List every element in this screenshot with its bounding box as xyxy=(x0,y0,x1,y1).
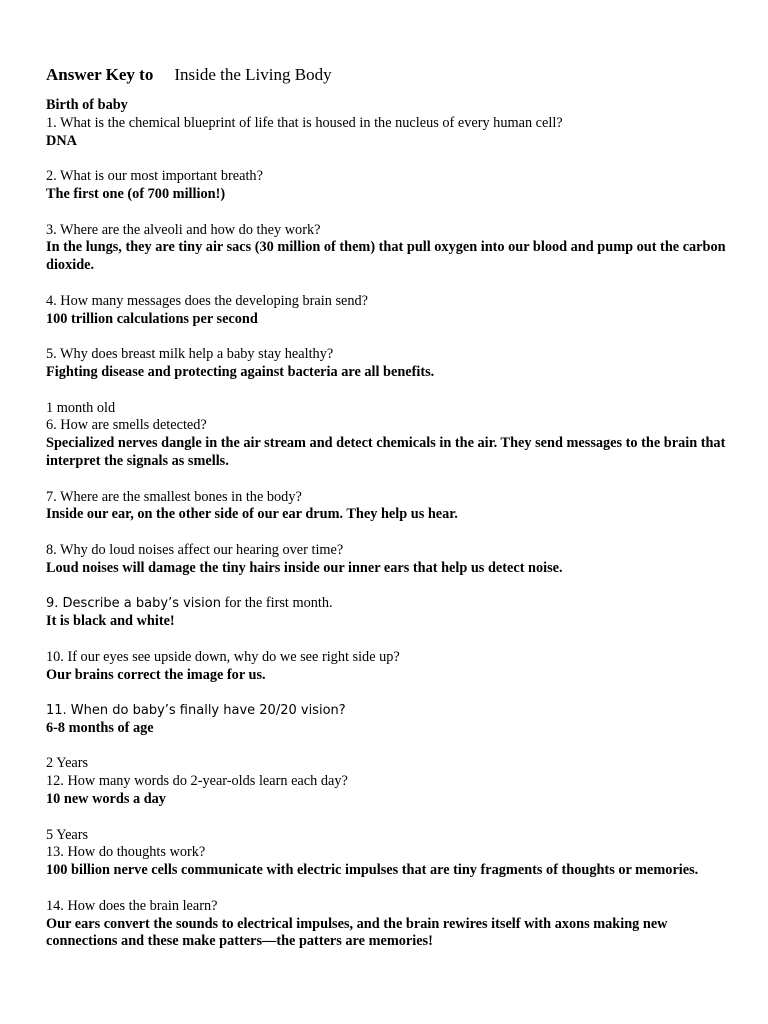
section-heading: Birth of baby xyxy=(46,97,128,113)
answer: 100 billion nerve cells communicate with electric impulses that are tiny fragments of thoughts or memories. xyxy=(46,862,699,879)
question xyxy=(46,595,726,613)
answer: 10 new words a day xyxy=(46,791,166,808)
section-1-month-old xyxy=(46,400,726,738)
qa-item xyxy=(46,702,726,738)
section-heading: 1 month old xyxy=(46,399,116,416)
qa-item xyxy=(46,844,726,880)
qa-item xyxy=(46,595,726,631)
answer: Fighting disease and protecting against bacteria are all benefits. xyxy=(46,363,435,380)
qa-item xyxy=(46,168,726,204)
section-5-years xyxy=(46,827,726,952)
answer: Inside our ear, on the other side of our ear drum. They help us hear. xyxy=(46,506,458,523)
answer: 100 trillion calculations per second xyxy=(46,310,258,327)
qa-item xyxy=(46,417,726,470)
answer: Loud noises will damage the tiny hairs inside our inner ears that help us detect noise. xyxy=(46,559,563,576)
answer: DNA xyxy=(46,132,77,149)
qa-item xyxy=(46,115,726,151)
question: 4. How many messages does the developing brain send? xyxy=(46,292,369,309)
answer-key-label: Answer Key to xyxy=(46,65,154,84)
answer: 6-8 months of age xyxy=(46,719,154,736)
question: 2. What is our most important breath? xyxy=(46,168,263,185)
answer: Our brains correct the image for us. xyxy=(46,666,266,683)
qa-item xyxy=(46,542,726,578)
qa-item xyxy=(46,222,726,275)
question: 13. How do thoughts work? xyxy=(46,844,206,861)
document-title: Inside the Living Body xyxy=(174,65,332,84)
qa-item xyxy=(46,293,726,329)
qa-item xyxy=(46,773,726,809)
answer: In the lungs, they are tiny air sacs (30 million of them) that pull oxygen into our blood and pump out the carbon dioxide. xyxy=(46,239,726,274)
question: 6. How are smells detected? xyxy=(46,417,207,434)
qa-item xyxy=(46,649,726,685)
question: 3. Where are the alveoli and how do they work? xyxy=(46,221,321,238)
section-birth-of-baby xyxy=(46,97,726,382)
question: 5. Why does breast milk help a baby stay healthy? xyxy=(46,346,334,363)
question xyxy=(46,702,726,720)
question: 1. What is the chemical blueprint of life that is housed in the nucleus of every human cell? xyxy=(46,114,563,131)
question: 7. Where are the smallest bones in the body? xyxy=(46,488,302,505)
document-title-row xyxy=(46,63,726,87)
section-heading: 5 Years xyxy=(46,826,89,843)
section-2-years xyxy=(46,755,726,808)
question: 14. How does the brain learn? xyxy=(46,897,218,914)
answer: Our ears convert the sounds to electrical impulses, and the brain rewires itself with axons making new connections and these make patters—the patters are memories! xyxy=(46,915,668,950)
answer: It is black and white! xyxy=(46,613,175,630)
answer: The first one (of 700 million!) xyxy=(46,185,226,202)
question: 12. How many words do 2-year-olds learn each day? xyxy=(46,773,348,790)
answer: Specialized nerves dangle in the air stream and detect chemicals in the air. They send messages to the brain that interpret the signals as smells. xyxy=(46,435,726,469)
section-heading: 2 Years xyxy=(46,755,89,772)
question-suffix: for the first month. xyxy=(221,595,333,612)
qa-item xyxy=(46,346,726,382)
question-prefix: 9. Describe a baby’s vision xyxy=(46,596,221,612)
qa-item xyxy=(46,898,726,951)
qa-item xyxy=(46,489,726,525)
question: 8. Why do loud noises affect our hearing over time? xyxy=(46,541,344,558)
document-page xyxy=(46,63,726,969)
question-prefix: 11. When do baby’s finally have 20/20 vision? xyxy=(46,703,346,719)
question: 10. If our eyes see upside down, why do we see right side up? xyxy=(46,648,400,665)
